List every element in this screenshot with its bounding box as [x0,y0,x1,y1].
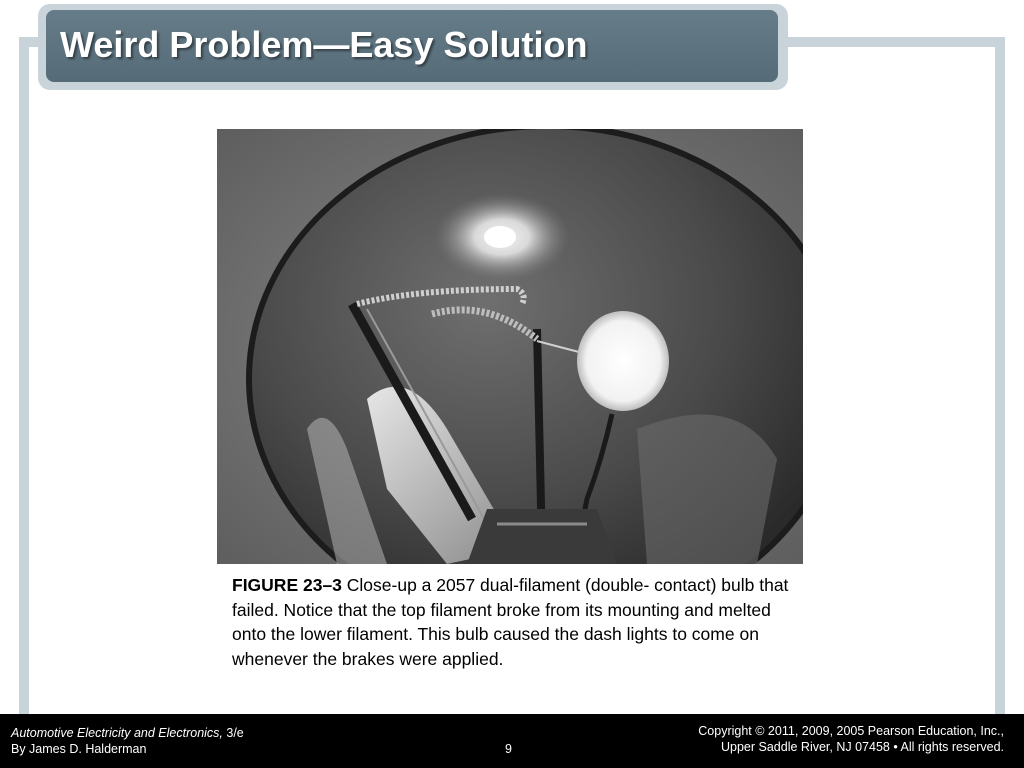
bulb-photo-drawing [217,129,803,564]
footer-book-title: Automotive Electricity and Electronics, [11,726,223,740]
footer-edition: 3/e [222,726,244,740]
slide-title: Weird Problem—Easy Solution [60,24,588,65]
bulb-photo [217,129,803,564]
copyright-line-1: Copyright © 2011, 2009, 2005 Pearson Education, Inc., [698,724,1004,738]
figure-caption [232,573,802,671]
copyright-line-2: Upper Saddle River, NJ 07458 • All rights reserved. [721,740,1004,754]
footer-author: By James D. Halderman [11,742,147,756]
page-number: 9 [505,742,512,756]
footer-book-info [11,725,244,757]
figure-label: FIGURE 23–3 [232,575,342,595]
footer-copyright [698,723,1004,755]
frame-right-border [995,37,1005,719]
frame-left-border [19,37,29,719]
figure-caption-text: Close-up a 2057 dual-filament (double- contact) bulb that failed. Notice that the top filament broke from its mounting and melted onto the lower filament. This bulb caused the dash lights to come on whenever the brakes were applied. [232,575,789,669]
footer-bar [0,714,1024,768]
